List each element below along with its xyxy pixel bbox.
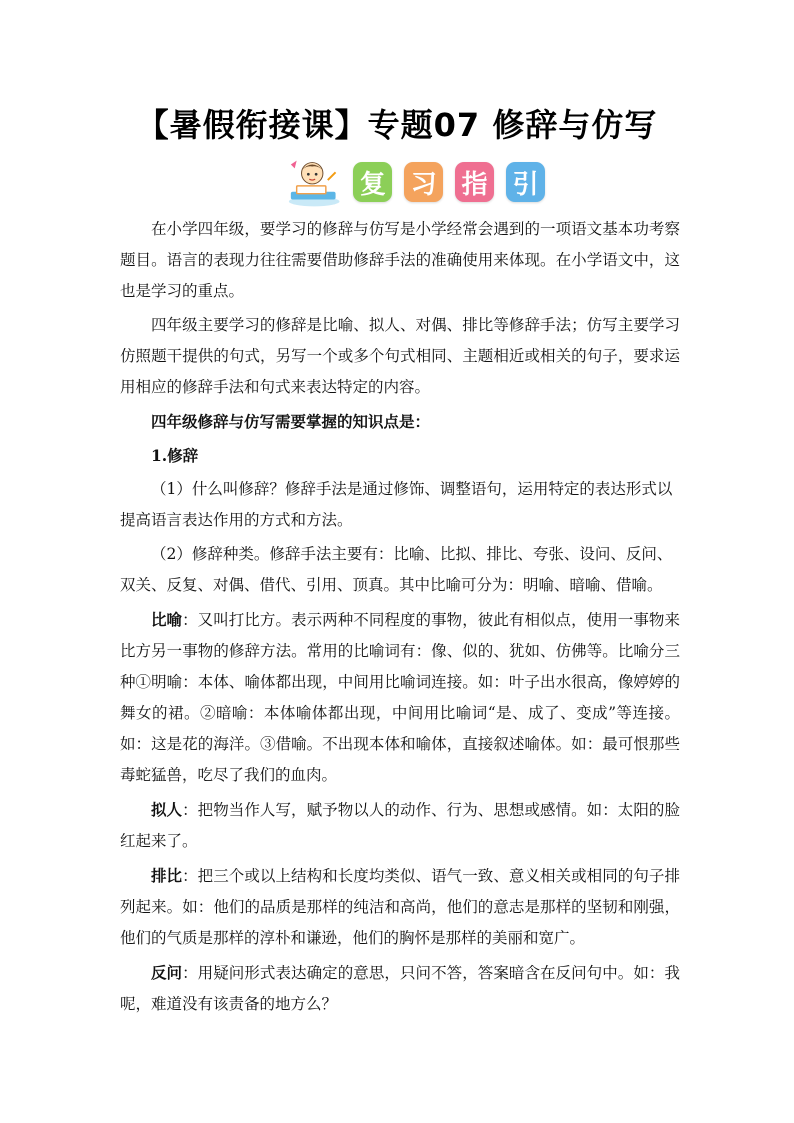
niren-paragraph: [120, 794, 680, 857]
paibi-paragraph: [120, 860, 680, 954]
tile-zhi: 指: [455, 162, 494, 202]
niren-text: ：把物当作人写，赋予物以人的动作、行为、思想或感情。如：太阳的脸红起来了。: [120, 801, 680, 850]
biyu-paragraph: [120, 604, 680, 791]
intro-paragraph-2: 四年级主要学习的修辞是比喻、拟人、对偶、排比等修辞手法；仿写主要学习仿照题干提供的句式，另写一个或多个句式相同、主题相近或相关的句子，要求运用相应的修辞手法和句式来表达特定的内容。: [120, 316, 680, 396]
question-1: （1）什么叫修辞？修辞手法是通过修饰、调整语句，运用特定的表达形式以提高语言表达作用的方式和方法。: [120, 480, 673, 529]
page-title: 【暑假衔接课】专题07 修辞与仿写: [136, 106, 658, 144]
niren-label: 拟人: [151, 800, 183, 819]
tile-fu: 复: [353, 162, 392, 202]
student-reading-icon: [285, 156, 341, 208]
fanwen-text: ：用疑问形式表达确定的意思，只问不答，答案暗含在反问句中。如：我呢，难道没有该责备的地方么？: [120, 964, 680, 1013]
biyu-label: 比喻: [151, 610, 183, 629]
document-body: [120, 214, 680, 1023]
question-2: （2）修辞种类。修辞手法主要有：比喻、比拟、排比、夸张、设问、反问、双关、反复、对偶、借代、引用、顶真。其中比喻可分为：明喻、暗喻、借喻。: [120, 545, 673, 594]
paibi-label: 排比: [151, 866, 183, 885]
biyu-text: ：又叫打比方。表示两种不同程度的事物，彼此有相似点，使用一事物来比方另一事物的修辞方法。常用的比喻词有：像、似的、犹如、仿佛等。比喻分三种①明喻：本体、喻体都出现，中间用比喻词连接。如：叶子出水很高，像婷婷的舞女的裙。②暗喻：本体喻体都出现，中间用比喻词“是、成了、变成”等连接。如：这是花的海洋。③借喻。不出现本体和喻体，直接叙述喻体。如：最可恨那些毒蛇猛兽，吃尽了我们的血肉。: [120, 611, 680, 784]
intro-paragraph-1: 在小学四年级，要学习的修辞与仿写是小学经常会遇到的一项语文基本功考察题目。语言的表现力往往需要借助修辞手法的准确使用来体现。在小学语文中，这也是学习的重点。: [120, 220, 680, 300]
review-guide-banner: [285, 156, 545, 208]
subsection-heading: 1.修辞: [151, 446, 199, 465]
tile-yin: 引: [506, 162, 545, 202]
fanwen-paragraph: [120, 957, 680, 1020]
section-heading: 四年级修辞与仿写需要掌握的知识点是：: [151, 412, 431, 431]
tile-xi: 习: [404, 162, 443, 202]
paibi-text: ：把三个或以上结构和长度均类似、语气一致、意义相关或相同的句子排列起来。如：他们的品质是那样的纯洁和高尚，他们的意志是那样的坚韧和刚强，他们的气质是那样的淳朴和谦逊，他们的胸怀是那样的美丽和宽广。: [120, 867, 680, 947]
fanwen-label: 反问: [151, 963, 183, 982]
